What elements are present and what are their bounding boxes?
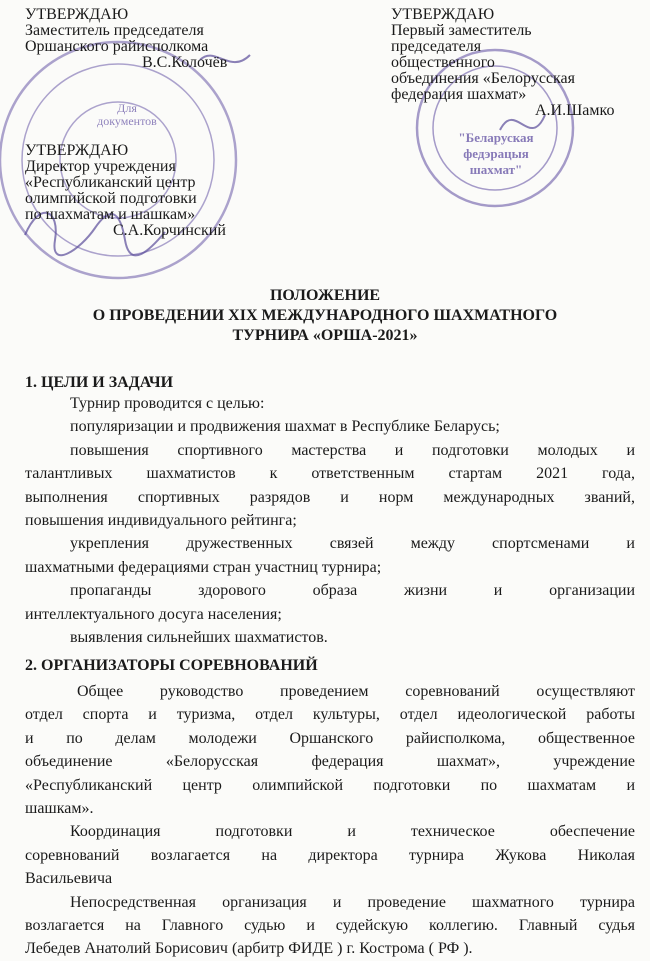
text-line: выявления сильнейших шахматистов. bbox=[70, 628, 328, 646]
text-line: и по делам молодежи Оршанского райисполкома, общественное bbox=[25, 729, 635, 747]
title-line: ТУРНИРА «ОРША-2021» bbox=[232, 327, 418, 344]
text-line: укрепления дружественных связей между спортсменами и bbox=[70, 535, 635, 553]
approval-line: по шахматам и шашкам» bbox=[25, 206, 196, 223]
approval-line: Первый заместитель bbox=[391, 22, 532, 39]
text-line: Непосредственная организация и проведение шахматного турнира bbox=[70, 893, 635, 911]
approval-line: УТВЕРЖДАЮ bbox=[25, 142, 129, 159]
approval-line: олимпийской подготовки bbox=[25, 190, 197, 207]
text-line: интеллектуального досуга населения; bbox=[25, 605, 282, 623]
text-line: талантливых шахматистов к ответственным стартам 2021 года, bbox=[25, 465, 635, 483]
section-1-body bbox=[25, 392, 635, 649]
text-line: повышения спортивного мастерства и подготовки молодых и bbox=[70, 441, 635, 459]
text-line: Общее руководство проведением соревнований осуществляют bbox=[77, 683, 635, 700]
text-line: Турнир проводится с целью: bbox=[70, 395, 265, 412]
approval-line: УТВЕРЖДАЮ bbox=[391, 6, 495, 23]
text-line: отдел спорта и туризма, отдел культуры, отдел идеологической работы bbox=[25, 706, 635, 724]
right-stamp-text: "Беларуская федэрацыя шахмат" bbox=[458, 130, 534, 177]
approval-line: УТВЕРЖДАЮ bbox=[25, 6, 129, 23]
text-line: Координация подготовки и техническое обеспечение bbox=[70, 823, 635, 841]
approval-line: председателя bbox=[391, 38, 482, 55]
text-line: повышения индивидуального рейтинга; bbox=[25, 511, 297, 529]
approval-signatory: С.А.Корчинский bbox=[113, 222, 226, 239]
document-title bbox=[0, 286, 650, 346]
section-2-heading: 2. ОРГАНИЗАТОРЫ СОРЕВНОВАНИЙ bbox=[25, 657, 318, 674]
section-1-heading: 1. ЦЕЛИ И ЗАДАЧИ bbox=[25, 374, 174, 391]
approval-line: «Республиканский центр bbox=[25, 174, 196, 191]
approval-signatory: В.С.Колочёв bbox=[142, 54, 228, 71]
text-line: «Республиканский центр олимпийской подготовки по шахматам и bbox=[25, 776, 635, 794]
text-line: объединение «Белорусская федерация шахмат», учреждение bbox=[25, 753, 635, 771]
text-line: популяризации и продвижения шахмат в Республике Беларусь; bbox=[70, 418, 500, 436]
approval-signatory: А.И.Шамко bbox=[535, 102, 615, 119]
approval-line: Оршанского райисполкома bbox=[25, 38, 209, 55]
left-stamp-text: Для документов bbox=[97, 101, 157, 128]
text-line: Лебедев Анатолий Борисович (арбитр ФИДЕ ) г. Кострома ( РФ ). bbox=[25, 940, 473, 958]
text-line: соревнований возлагается на директора турнира Жукова Николая bbox=[25, 846, 635, 864]
approval-line: Заместитель председателя bbox=[25, 22, 204, 39]
approval-line: федерация шахмат» bbox=[391, 86, 527, 103]
text-line: пропаганды здорового образа жизни и организации bbox=[70, 582, 635, 600]
section-2-body bbox=[25, 680, 635, 961]
approval-line: Директор учреждения bbox=[25, 158, 176, 175]
approval-left-1 bbox=[25, 7, 227, 71]
text-line: шашкам». bbox=[25, 799, 94, 817]
title-line: ПОЛОЖЕНИЕ bbox=[269, 287, 381, 304]
text-line: шахматными федерациями стран участниц турнира; bbox=[25, 558, 382, 576]
approval-line: объединения «Белорусская bbox=[391, 70, 576, 87]
title-line: О ПРОВЕДЕНИИ XIX МЕЖДУНАРОДНОГО ШАХМАТНОГО bbox=[92, 307, 558, 324]
text-line: выполнения спортивных разрядов и норм международных званий, bbox=[25, 488, 635, 506]
approval-line: общественного bbox=[391, 54, 495, 71]
approval-left-2 bbox=[25, 143, 226, 239]
text-line: Васильевича bbox=[25, 870, 113, 888]
text-line: возлагается на Главного судью и судейскую коллегию. Главный судья bbox=[25, 916, 635, 934]
approval-right bbox=[391, 7, 614, 119]
